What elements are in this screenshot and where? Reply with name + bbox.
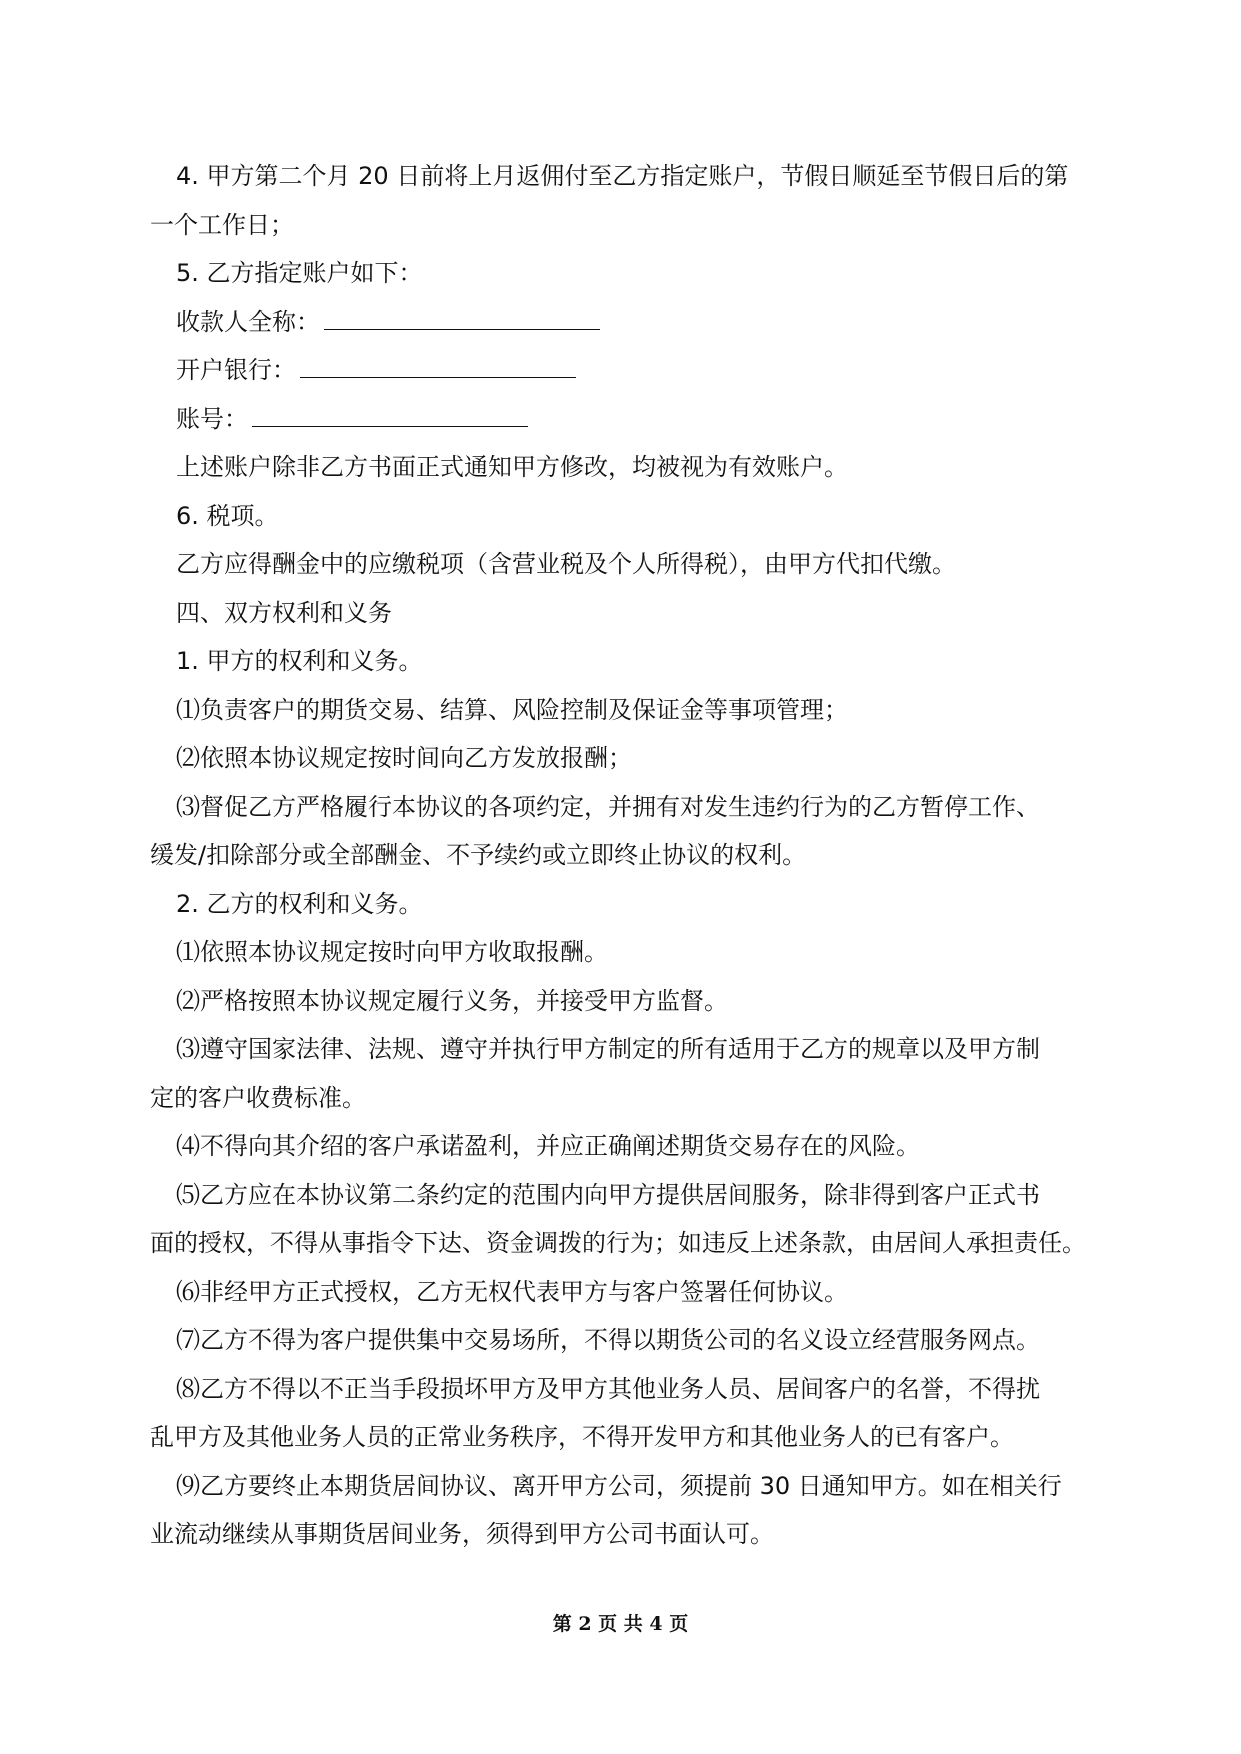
document-body — [150, 152, 1110, 1559]
paragraph-line-19: ⑶遵守国家法律、法规、遵守并执行甲方制定的所有适用于乙方的规章以及甲方制 — [176, 1035, 1040, 1063]
paragraph-line-3: 5. 乙方指定账户如下： — [176, 259, 423, 287]
paragraph-line-23: 面的授权，不得从事指令下达、资金调拨的行为；如违反上述条款，由居间人承担责任。 — [150, 1229, 1086, 1257]
paragraph-line-11: 1. 甲方的权利和义务。 — [176, 647, 423, 675]
page-number-footer: 第 2 页 共 4 页 — [552, 1613, 689, 1635]
paragraph-line-24: ⑹非经甲方正式授权，乙方无权代表甲方与客户签署任何协议。 — [176, 1277, 848, 1306]
paragraph-line-21: ⑷不得向其介绍的客户承诺盈利，并应正确阐述期货交易存在的风险。 — [176, 1132, 920, 1160]
paragraph-line-28: ⑼乙方要终止本期货居间协议、离开甲方公司，须提前 30 日通知甲方。如在相关行 — [176, 1471, 1062, 1500]
bank-label: 开户银行： — [176, 356, 296, 384]
paragraph-line-18: ⑵严格按照本协议规定履行义务，并接受甲方监督。 — [176, 986, 728, 1015]
paragraph-line-2: 一个工作日； — [150, 210, 294, 239]
paragraph-line-8: 6. 税项。 — [176, 501, 279, 530]
paragraph-line-22: ⑸乙方应在本协议第二条约定的范围内向甲方提供居间服务，除非得到客户正式书 — [176, 1180, 1040, 1209]
bank-blank — [300, 355, 576, 378]
paragraph-line-15: 缓发/扣除部分或全部酬金、不予续约或立即终止协议的权利。 — [150, 841, 807, 869]
paragraph-line-25: ⑺乙方不得为客户提供集中交易场所，不得以期货公司的名义设立经营服务网点。 — [176, 1326, 1040, 1354]
paragraph-line-17: ⑴依照本协议规定按时向甲方收取报酬。 — [176, 938, 608, 966]
bank-row — [150, 346, 1110, 395]
paragraph-line-27: 乱甲方及其他业务人员的正常业务秩序，不得开发甲方和其他业务人的已有客户。 — [150, 1423, 1014, 1451]
payee-name-blank — [324, 307, 600, 330]
payee-name-label: 收款人全称： — [176, 307, 320, 336]
paragraph-line-13: ⑵依照本协议规定按时间向乙方发放报酬； — [176, 744, 632, 772]
account-label: 账号： — [176, 404, 248, 433]
paragraph-line-7: 上述账户除非乙方书面正式通知甲方修改，均被视为有效账户。 — [176, 453, 848, 481]
account-blank — [252, 404, 528, 427]
paragraph-line-26: ⑻乙方不得以不正当手段损坏甲方及甲方其他业务人员、居间客户的名誉，不得扰 — [176, 1374, 1040, 1403]
paragraph-line-1: 4. 甲方第二个月 20 日前将上月返佣付至乙方指定账户，节假日顺延至节假日后的第 — [176, 162, 1069, 190]
paragraph-line-16: 2. 乙方的权利和义务。 — [176, 889, 423, 918]
account-row — [150, 395, 1110, 444]
paragraph-line-12: ⑴负责客户的期货交易、结算、风险控制及保证金等事项管理； — [176, 695, 848, 724]
paragraph-line-14: ⑶督促乙方严格履行本协议的各项约定，并拥有对发生违约行为的乙方暂停工作、 — [176, 792, 1040, 821]
paragraph-line-20: 定的客户收费标准。 — [150, 1083, 366, 1112]
payee-name-row — [150, 298, 1110, 347]
paragraph-line-9: 乙方应得酬金中的应缴税项（含营业税及个人所得税），由甲方代扣代缴。 — [176, 550, 956, 578]
section-heading: 四、双方权利和义务 — [176, 598, 392, 627]
paragraph-line-29: 业流动继续从事期货居间业务，须得到甲方公司书面认可。 — [150, 1520, 774, 1548]
